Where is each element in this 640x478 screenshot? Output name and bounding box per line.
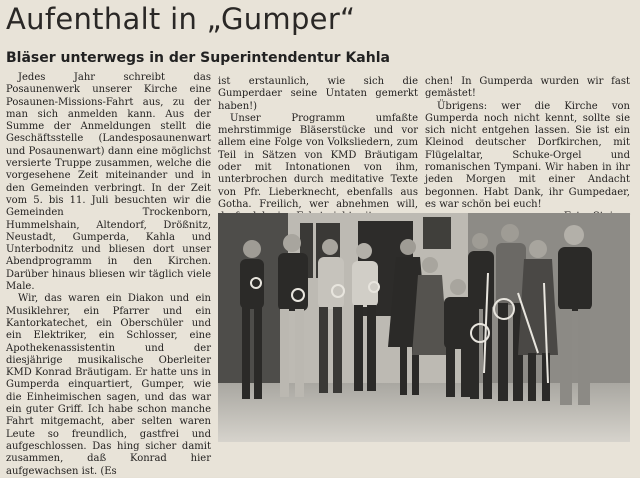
paragraph: Wir, das waren ein Diakon und ein Musiklehrer, ein Pfarrer und ein Kantorkatechet, ein Oberschüler und ein Elektriker, ein Schlosser, eine Apothekenassistentin und der diesjährige musikalische Oberleiter KMD Konrad Bräutigam. Er hatte uns in Gumperda einquartiert, Gumper, wie die Einheimischen sagen, und das war ein guter Griff. Ich habe schon manche Fahrt mitgemacht, aber selten waren Leute so freundlich, gastfrei und aufgeschlossen. Das hing sicher damit zusammen, daß Konrad hier aufgewachsen ist. (Es [6, 293, 211, 477]
brass-players-photo [218, 213, 630, 442]
paragraph: Übrigens: wer die Kirche von Gumperda noch nicht kennt, sollte sie sich nicht entgehen lassen. Sie ist ein Kleinod deutscher Dorfkirchen, mit Flügelaltar, Schuke-Orgel und romanischen Tympani. Wir haben in ihr jeden Morgen mit einer Andacht begonnen. Habt Dank, ihr Gumpedaer, es war schön bei euch! [425, 100, 630, 210]
article-column-1 [6, 72, 211, 477]
paragraph: ist erstaunlich, wie sich die Gumperdaer seine Untaten gemerkt haben!) [218, 76, 418, 112]
article-column-3 [425, 76, 630, 211]
subheadline: Bläser unterwegs in der Superintendentur Kahla [6, 50, 390, 66]
group-photo [218, 213, 630, 442]
paragraph: chen! In Gumperda wurden wir fast gemästet! [425, 76, 630, 100]
paragraph: Unser Programm umfaßte mehrstimmige Bläserstücke und vor allem eine Folge von Volksliedern, zum Teil in Sätzen von KMD Bräutigam oder mit Intonationen von ihm, unterbrochen durch meditative Texte von Pfr. Lieberknecht, ebenfalls aus Gotha. Freilich, wer abnehmen will, [218, 112, 418, 210]
headline: Aufenthalt in „Gumper“ [6, 2, 356, 36]
article-column-2 [218, 76, 418, 211]
paragraph: Jedes Jahr schreibt das Posaunenwerk unserer Kirche eine Posaunen-Missions-Fahrt aus, zu der man sich anmelden kann. Aus der Summe der Anmeldungen stellt die Geschäftsstelle (Landesposaunenwart und Posaunenwart) dann eine möglichst versierte Truppe zusammen, welche die vorgesehene Zeit miteinander und in den Gemeinden verbringt. In der Zeit vom 5. bis 11. Juli besuchten wir die Gemeinden Trockenborn, Hummelshain, Altendorf, Drößnitz, Neustadt, Gumperda, Kahla und Unterbodnitz und bliesen dort unser Abendprogramm in den Kirchen. Darüber hinaus bliesen wir täglich viele Male. [6, 72, 211, 293]
window [423, 217, 451, 249]
